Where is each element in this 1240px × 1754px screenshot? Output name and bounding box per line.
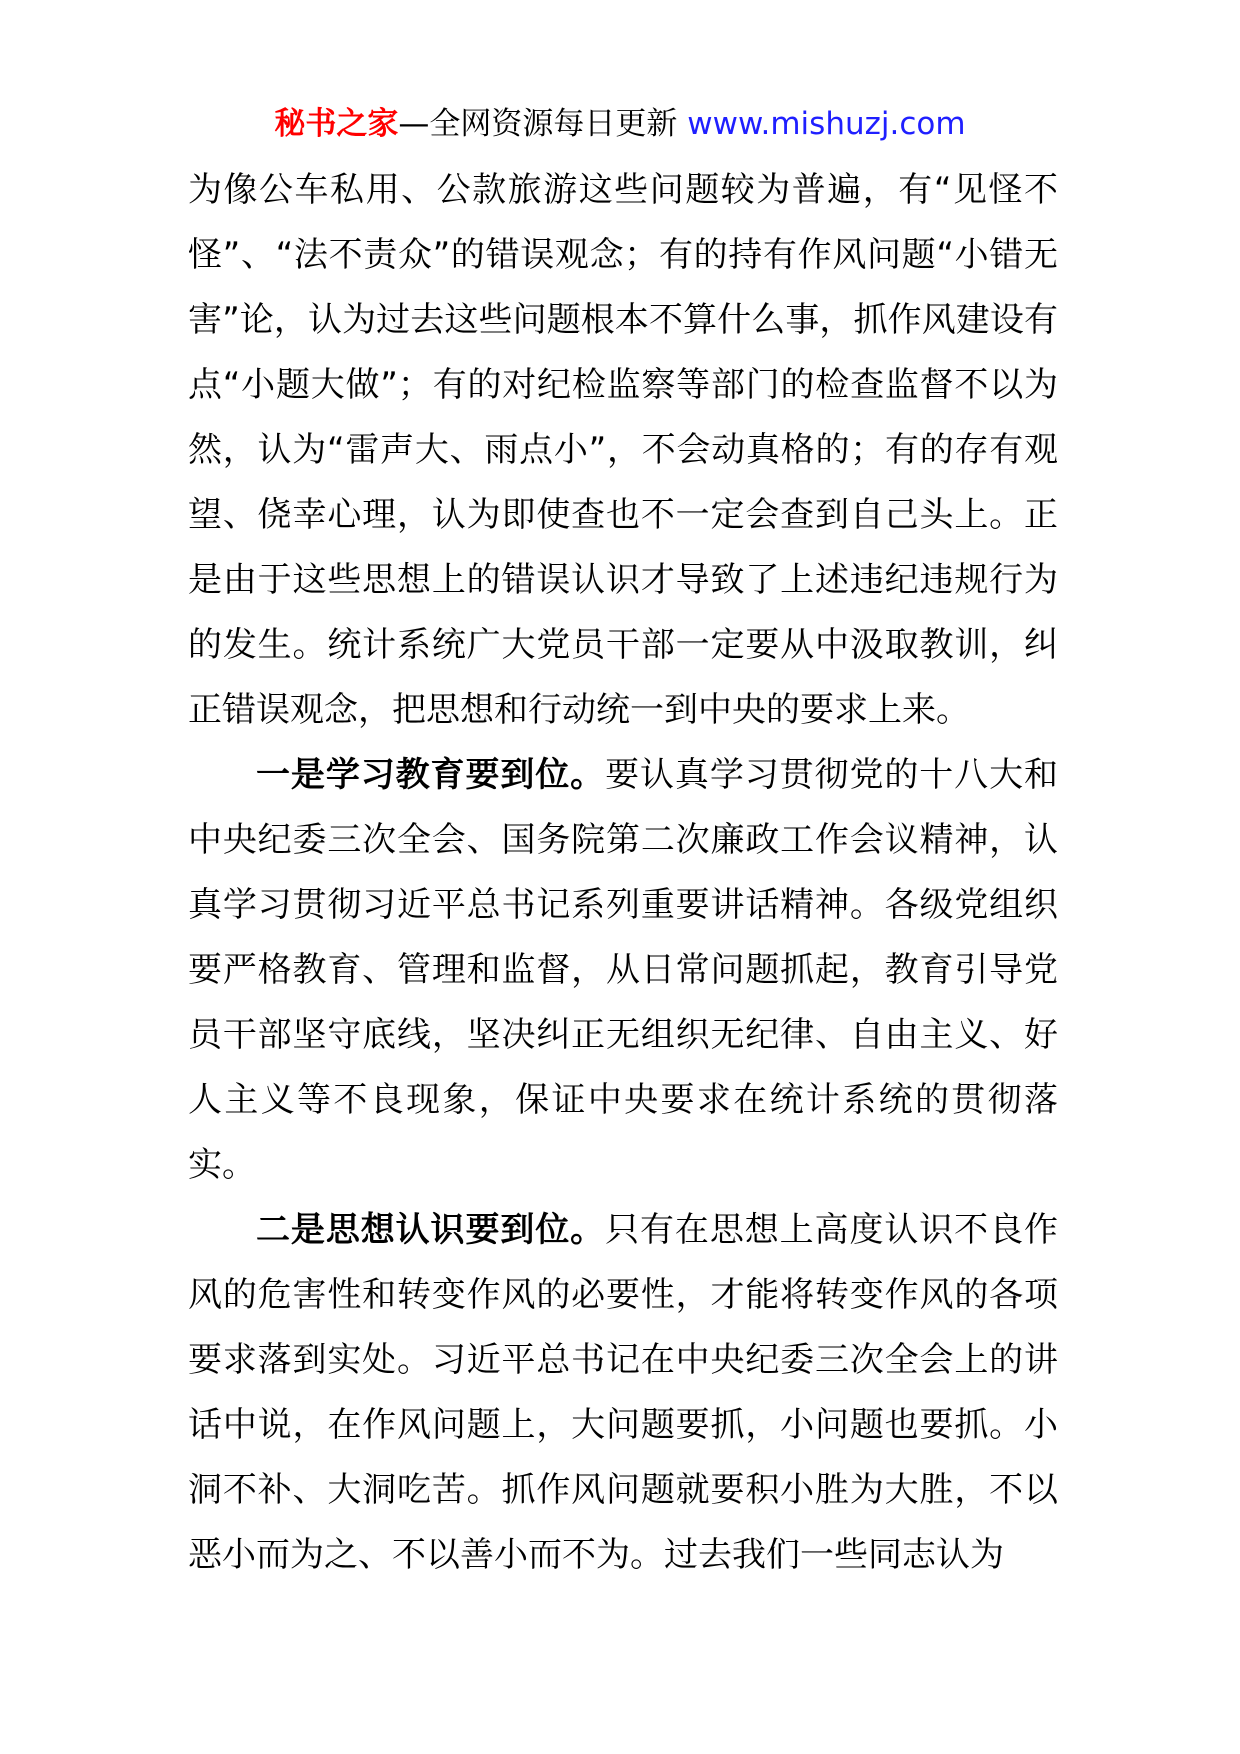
point-one-heading: 一是学习教育要到位。 [256,755,606,795]
point-one-paragraph [188,743,1058,1198]
point-two-paragraph [188,1198,1058,1588]
header-tagline: —全网资源每日更新 [398,106,688,142]
point-two-heading: 二是思想认识要到位。 [256,1210,606,1250]
page-header [0,100,1240,148]
point-two-text: 只有在思想上高度认识不良作风的危害性和转变作风的必要性，才能将转变作风的各项要求落到实处。习近平总书记在中央纪委三次全会上的讲话中说，在作风问题上，大问题要抓，小问题也要抓。小洞不补、大洞吃苦。抓作风问题就要积小胜为大胜，不以恶小而为之、不以善小而不为。过去我们一些同志认为 [188,1210,1059,1575]
site-url-link[interactable]: www.mishuzj.com [687,106,966,142]
brand-name: 秘书之家 [274,106,399,142]
point-one-text: 要认真学习贯彻党的十八大和中央纪委三次全会、国务院第二次廉政工作会议精神，认真学习贯彻习近平总书记系列重要讲话精神。各级党组织要严格教育、管理和监督，从日常问题抓起，教育引导党员干部坚守底线，坚决纠正无组织无纪律、自由主义、好人主义等不良现象，保证中央要求在统计系统的贯彻落实。 [188,755,1059,1185]
intro-paragraph: 为像公车私用、公款旅游这些问题较为普遍，有“见怪不怪”、“法不责众”的错误观念；有的持有作风问题“小错无害”论，认为过去这些问题根本不算什么事，抓作风建设有点“小题大做”；有的对纪检监察等部门的检查监督不以为然，认为“雷声大、雨点小”，不会动真格的；有的存有观望、侥幸心理，认为即使查也不一定会查到自己头上。正是由于这些思想上的错误认识才导致了上述违纪违规行为的发生。统计系统广大党员干部一定要从中汲取教训，纠正错误观念，把思想和行动统一到中央的要求上来。 [188,170,1058,730]
document-body [188,158,1058,1588]
